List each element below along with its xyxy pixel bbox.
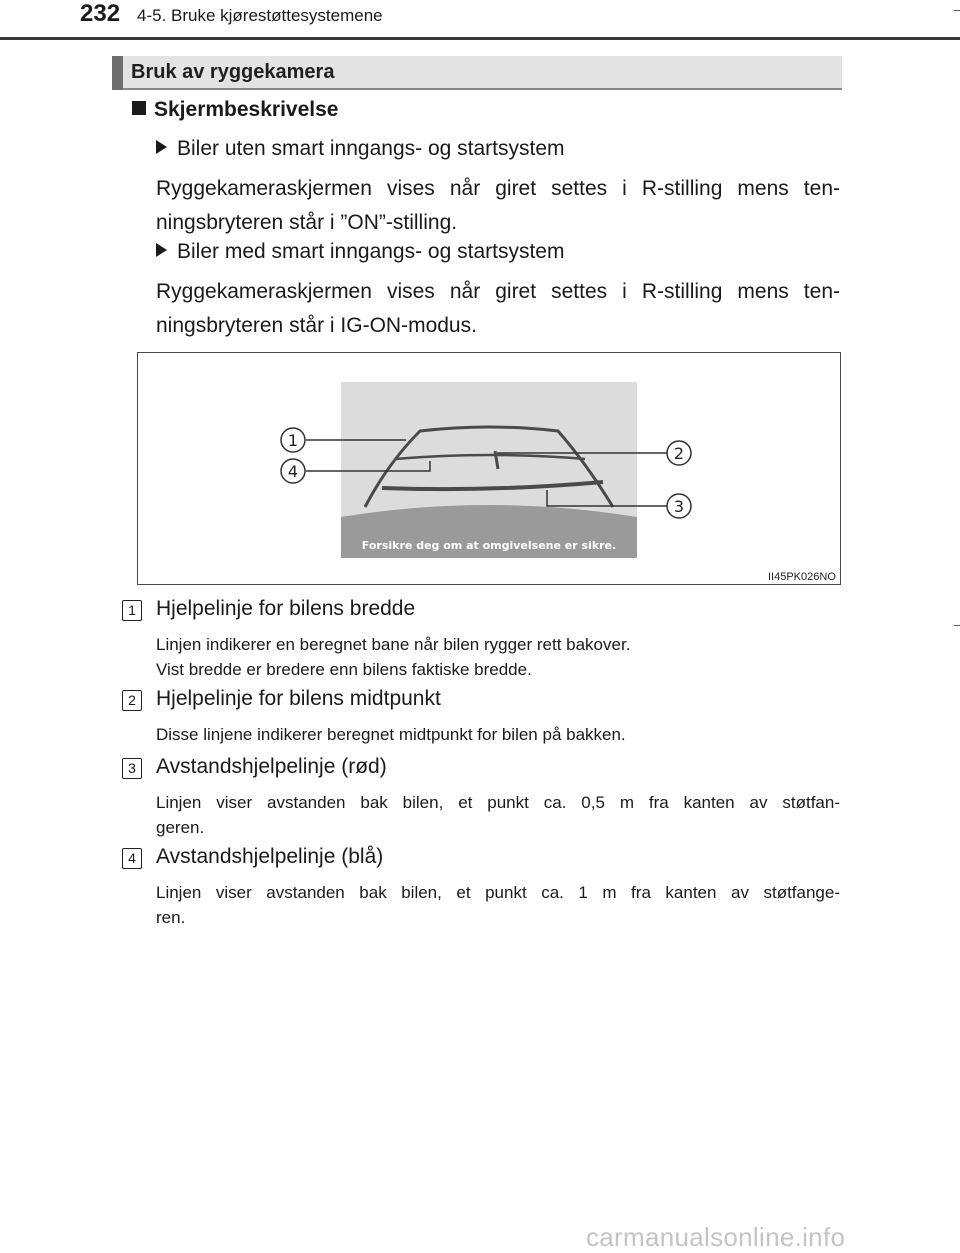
rear-camera-illustration bbox=[138, 353, 840, 584]
callout-label: 3 bbox=[673, 497, 685, 516]
item-title: Avstandshjelpelinje (rød) bbox=[156, 755, 387, 778]
description-line: ren. bbox=[156, 908, 186, 927]
watermark: carmanualsonline.info bbox=[586, 1222, 846, 1252]
item-description bbox=[156, 722, 840, 747]
triangle-bullet-icon bbox=[156, 243, 167, 257]
description-line: Disse linjene indikerer beregnet midtpunkt for bilen på bakken. bbox=[156, 725, 626, 744]
description-line: Linjen indikerer en beregnet bane når bilen rygger rett bakover. bbox=[156, 635, 631, 654]
bullet-heading bbox=[156, 137, 565, 161]
margin-tick bbox=[954, 625, 960, 626]
paragraph-line: Ryggekameraskjermen vises når giret settes i R-stilling mens ten- bbox=[156, 177, 840, 200]
item-number-badge: 1 bbox=[122, 600, 142, 621]
bullet-text: Biler uten smart inngangs- og startsystem bbox=[177, 137, 565, 160]
chapter-title: 4-5. Bruke kjørestøttesystemene bbox=[137, 6, 383, 25]
paragraph bbox=[156, 172, 840, 240]
subsection-heading bbox=[132, 98, 338, 122]
callout-label: 1 bbox=[287, 431, 299, 450]
description-line: Linjen viser avstanden bak bilen, et punkt ca. 0,5 m fra kanten av støtfan- bbox=[156, 793, 840, 812]
description-line: Linjen viser avstanden bak bilen, et punkt ca. 1 m fra kanten av støtfange- bbox=[156, 883, 840, 902]
header-rule bbox=[0, 37, 960, 40]
paragraph bbox=[156, 275, 840, 343]
screen-caption: Forsikre deg om at omgivelsene er sikre. bbox=[361, 539, 617, 552]
description-line: Vist bredde er bredere enn bilens faktiske bredde. bbox=[156, 660, 532, 679]
paragraph-line: ningsbryteren står i IG-ON-modus. bbox=[156, 314, 477, 337]
page-number: 232 bbox=[80, 0, 121, 27]
section-heading-bar bbox=[112, 56, 123, 90]
item-number-badge: 4 bbox=[122, 848, 142, 869]
item-description bbox=[156, 880, 840, 930]
callout-label: 4 bbox=[287, 462, 299, 481]
bullet-heading bbox=[156, 240, 564, 264]
description-line: geren. bbox=[156, 818, 205, 837]
callout-label: 2 bbox=[673, 444, 685, 463]
triangle-bullet-icon bbox=[156, 140, 167, 154]
item-title: Hjelpelinje for bilens midtpunkt bbox=[156, 687, 441, 710]
item-title: Avstandshjelpelinje (blå) bbox=[156, 845, 384, 868]
paragraph-line: Ryggekameraskjermen vises når giret settes i R-stilling mens ten- bbox=[156, 280, 840, 303]
item-description bbox=[156, 790, 840, 840]
square-bullet-icon bbox=[132, 101, 146, 115]
item-number-badge: 3 bbox=[122, 758, 142, 779]
subsection-title: Skjermbeskrivelse bbox=[154, 98, 339, 121]
paragraph-line: ningsbryteren står i ”ON”-stilling. bbox=[156, 211, 458, 234]
margin-tick bbox=[954, 10, 960, 11]
section-title: Bruk av ryggekamera bbox=[131, 61, 335, 83]
item-number-badge: 2 bbox=[122, 690, 142, 711]
item-title: Hjelpelinje for bilens bredde bbox=[156, 597, 416, 620]
item-description bbox=[156, 632, 840, 682]
bullet-text: Biler med smart inngangs- og startsystem bbox=[177, 240, 565, 263]
figure-code: II45PK026NO bbox=[768, 571, 836, 583]
